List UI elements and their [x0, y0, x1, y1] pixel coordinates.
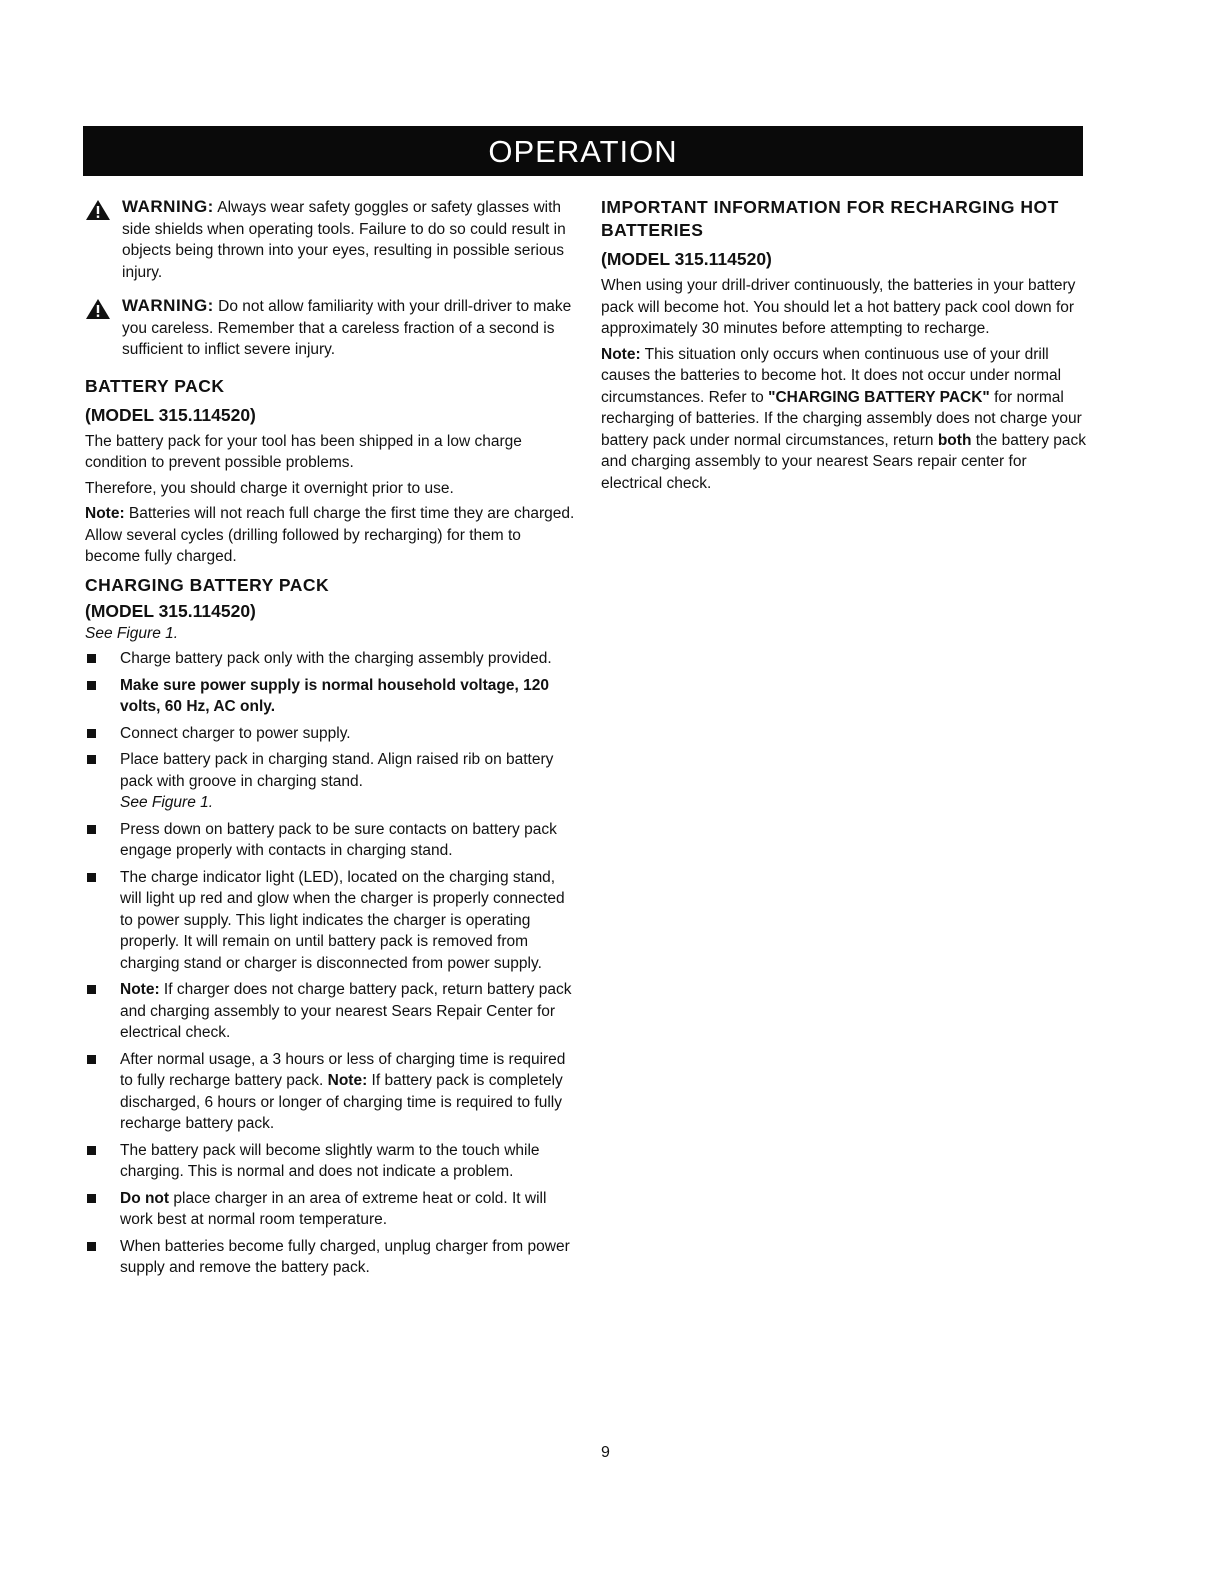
warning-triangle-icon [85, 298, 111, 320]
list-item: Note: If charger does not charge battery pack, return battery pack and charging assembly to your nearest Sears Repair Center for electrical check. [85, 979, 575, 1044]
bullet-square-icon [87, 873, 96, 882]
see-figure: See Figure 1. [85, 624, 179, 642]
hot-batteries-note: Note: This situation only occurs when continuous use of your drill causes the batteries to become hot. It does not occur under normal circumstances. Refer to "CHARGING BATTERY PACK" for normal recharging of batteries. If the charging assembly does not charge your battery pack under normal circumstances, return both the battery pack and charging assembly to your nearest Sears repair center for electrical check. [601, 345, 1087, 492]
hot-batteries-model: (MODEL 315.114520) [601, 249, 772, 269]
list-item: The battery pack will become slightly warm to the touch while charging. This is normal and does not indicate a problem. [85, 1140, 575, 1183]
list-item: Press down on battery pack to be sure contacts on battery pack engage properly with contacts in charging stand. [85, 819, 575, 862]
list-item: Charge battery pack only with the charging assembly provided. [85, 648, 575, 670]
bullet-square-icon [87, 729, 96, 738]
note-label: Note: [120, 981, 160, 998]
battery-pack-paragraph: The battery pack for your tool has been shipped in a low charge condition to prevent possible problems. [85, 432, 522, 471]
list-item: Make sure power supply is normal household voltage, 120 volts, 60 Hz, AC only. [85, 675, 575, 718]
bullet-square-icon [87, 1242, 96, 1251]
warning-goggles [85, 196, 575, 283]
note-label: Note: [601, 345, 641, 363]
list-item: The charge indicator light (LED), located on the charging stand, will light up red and glow when the charger is properly connected to power supply. This light indicates the charger is operating properly. It will remain on until battery pack is removed from charging stand or charger is disconnected from power supply. [85, 867, 575, 975]
list-item: Do not place charger in an area of extreme heat or cold. It will work best at normal room temperature. [85, 1188, 575, 1231]
warning-label: WARNING: [122, 296, 214, 315]
hot-batteries-paragraph: When using your drill-driver continuously, the batteries in your battery pack will become hot. You should let a hot battery pack cool down for approximately 30 minutes before attempting to recharge. [601, 277, 1076, 337]
page-number: 9 [601, 1444, 610, 1461]
section-banner [83, 126, 1083, 176]
charging-section [85, 574, 575, 1279]
bullet-square-icon [87, 1194, 96, 1203]
bullet-square-icon [87, 985, 96, 994]
right-column [601, 196, 1087, 498]
note-label: Note: [85, 505, 125, 522]
charging-heading: CHARGING BATTERY PACK [85, 574, 330, 595]
note-label: Note: [327, 1072, 368, 1089]
charging-steps [85, 648, 575, 1279]
hot-batteries-heading: IMPORTANT INFORMATION FOR RECHARGING HOT BATTERIES [601, 197, 1059, 240]
list-item: Place battery pack in charging stand. Align raised rib on battery pack with groove in charging stand. See Figure 1. [85, 749, 575, 814]
bullet-square-icon [87, 755, 96, 764]
see-figure: See Figure 1. [120, 794, 214, 811]
list-item: After normal usage, a 3 hours or less of charging time is required to fully recharge battery pack. Note: If battery pack is completely discharged, 6 hours or longer of charging time is required to fully recharge battery pack. [85, 1049, 575, 1135]
bullet-square-icon [87, 825, 96, 834]
warning-text: Always wear safety goggles or safety glasses with side shields when operating tools. Failure to do so could result in objects being thrown into your eyes, resulting in possible serious injury. [122, 199, 566, 281]
battery-pack-model: (MODEL 315.114520) [85, 404, 256, 425]
left-column [85, 196, 575, 1284]
warning-triangle-icon [85, 199, 111, 221]
battery-pack-section [85, 375, 575, 568]
bullet-square-icon [87, 681, 96, 690]
battery-pack-heading: BATTERY PACK [85, 375, 225, 396]
warning-text: Do not allow familiarity with your drill-driver to make you careless. Remember that a careless fraction of a second is sufficient to inflict severe injury. [122, 298, 572, 358]
list-item: When batteries become fully charged, unplug charger from power supply and remove the battery pack. [85, 1236, 575, 1279]
charging-model: (MODEL 315.114520) [85, 600, 256, 621]
list-item: Connect charger to power supply. [85, 723, 575, 745]
battery-pack-paragraph: Therefore, you should charge it overnight prior to use. [85, 479, 454, 497]
do-not-label: Do not [120, 1189, 170, 1207]
bullet-square-icon [87, 1146, 96, 1155]
battery-pack-note [85, 503, 575, 568]
cross-reference: "CHARGING BATTERY PACK" [768, 388, 990, 406]
note-text: Batteries will not reach full charge the first time they are charged. Allow several cycles (drilling followed by recharging) for them to become fully charged. [85, 505, 575, 565]
warning-label: WARNING: [122, 197, 214, 216]
bullet-square-icon [87, 654, 96, 663]
section-title: OPERATION [488, 134, 678, 169]
bullet-square-icon [87, 1055, 96, 1064]
warning-familiarity [85, 295, 575, 361]
